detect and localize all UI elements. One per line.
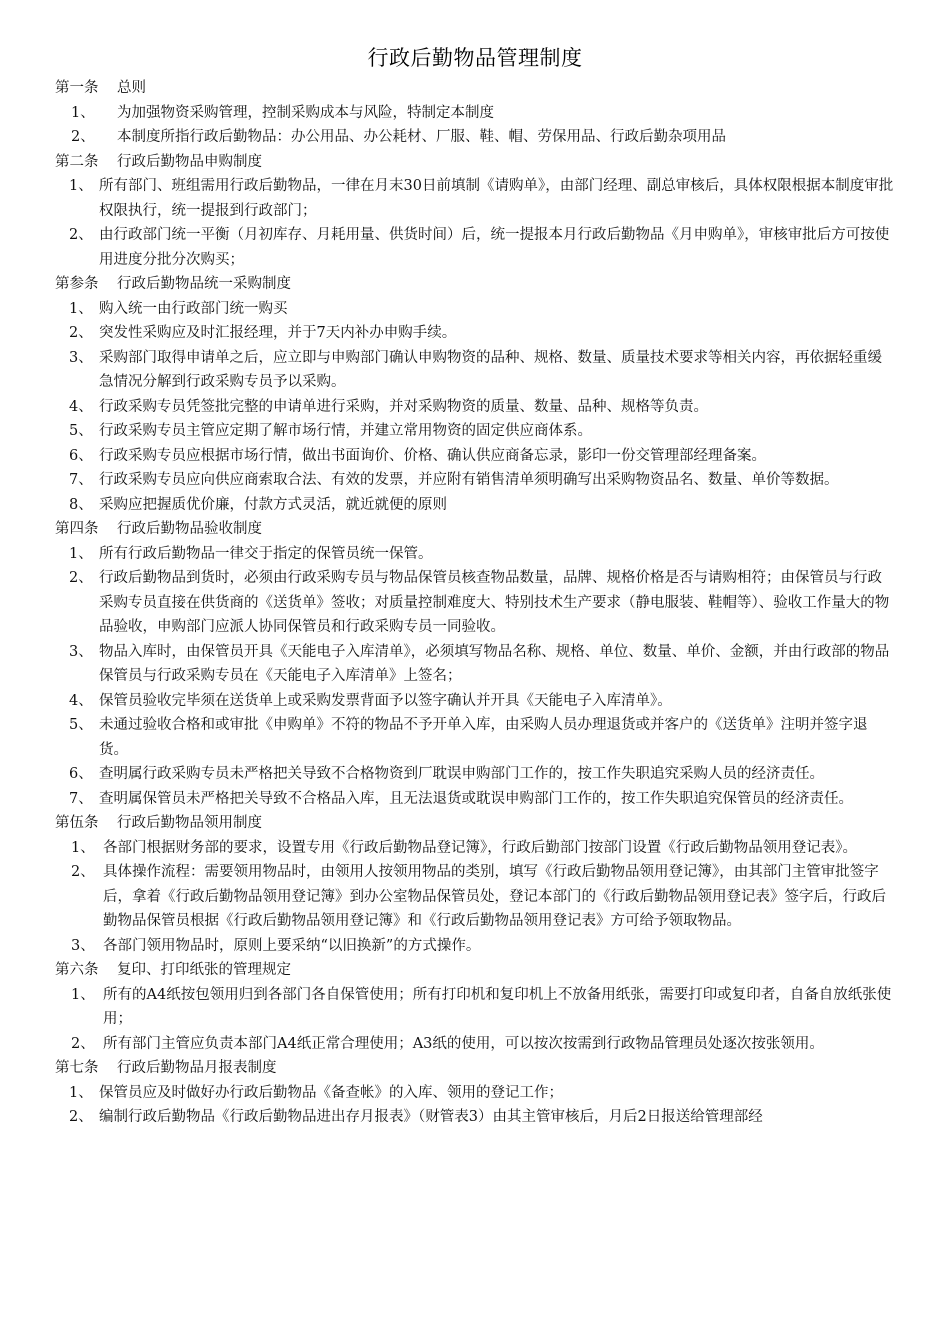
list-item-text: 本制度所指行政后勤物品：办公用品、办公耗材、厂服、鞋、帽、劳保用品、行政后勤杂项用品 bbox=[117, 129, 726, 145]
list-item-number: 4、 bbox=[69, 398, 93, 415]
list-item-text: 保管员应及时做好办行政后勤物品《备查帐》的入库、领用的登记工作； bbox=[99, 1084, 563, 1101]
list-item-text: 查明属保管员未严格把关导致不合格品入库，且无法退货或耽误申购部门工作的，按工作失职追究保管员的经济责任。 bbox=[99, 790, 853, 807]
list-item-text: 各部门根据财务部的要求，设置专用《行政后勤物品登记簿》，行政后勤部门按部门设置《行政后勤物品领用登记表》。 bbox=[103, 839, 857, 856]
list-item-number: 1、 bbox=[69, 300, 93, 317]
list-item-text: 行政后勤物品到货时，必须由行政采购专员与物品保管员核查物品数量，品牌、规格价格是否与请购相符；由保管员与行政采购专员直接在供货商的《送货单》签收；对质量控制难度大、特别技术生产要求（静电服装、鞋帽等）、验收工作量大的物品验收，申购部门应派人协同保管员和行政采购专员一同验收。 bbox=[99, 570, 890, 635]
list-item-number: 3、 bbox=[69, 349, 93, 366]
list-item-text: 采购部门取得申请单之后，应立即与申购部门确认申购物资的品种、规格、数量、质量技术要求等相关内容，再依据轻重缓急情况分解到行政采购专员予以采购。 bbox=[99, 349, 882, 390]
list-item-number: 7、 bbox=[69, 472, 93, 488]
list-item-text: 物品入库时，由保管员开具《天能电子入库清单》，必须填写物品名称、规格、单位、数量、单价、金额，并由行政部的物品保管员与行政采购专员在《天能电子入库清单》上签名； bbox=[99, 643, 890, 684]
section-heading bbox=[55, 76, 895, 101]
list-item-number: 3、 bbox=[69, 643, 93, 660]
list-item-number: 5、 bbox=[69, 717, 93, 733]
list-item-number: 4、 bbox=[69, 692, 93, 709]
list-item-text: 行政采购专员凭签批完整的申请单进行采购，并对采购物资的质量、数量、品种、规格等负责。 bbox=[99, 398, 708, 415]
list-item-number: 6、 bbox=[69, 447, 93, 464]
section-heading bbox=[55, 1056, 895, 1081]
section-heading bbox=[55, 811, 895, 836]
list-item bbox=[55, 787, 895, 812]
list-item-number: 3、 bbox=[71, 937, 95, 954]
list-item bbox=[55, 419, 895, 444]
list-item-text: 由行政部门统一平衡（月初库存、月耗用量、供货时间）后，统一提报本月行政后勤物品《月申购单》，审核审批后方可按使用进度分批分次购买； bbox=[99, 227, 890, 268]
section-heading bbox=[55, 517, 895, 542]
section-title: 复印、打印纸张的管理规定 bbox=[117, 962, 291, 978]
list-item bbox=[55, 1032, 895, 1057]
list-item-number: 1、 bbox=[71, 986, 95, 1003]
list-item bbox=[55, 395, 895, 420]
list-item-text: 未通过验收合格和或审批《申购单》不符的物品不予开单入库，由采购人员办理退货或并客户的《送货单》注明并签字退货。 bbox=[99, 717, 868, 758]
list-item-text: 编制行政后勤物品《行政后勤物品进出存月报表》（财管表3）由其主管审核后，月后2日报送给管理部经 bbox=[99, 1109, 763, 1125]
list-item-number: 2、 bbox=[69, 1109, 93, 1125]
list-item-text: 保管员验收完毕须在送货单上或采购发票背面予以签字确认并开具《天能电子入库清单》。 bbox=[99, 692, 672, 709]
list-item bbox=[55, 713, 895, 762]
list-item-text: 具体操作流程：需要领用物品时，由领用人按领用物品的类别，填写《行政后勤物品领用登记簿》，由其部门主管审批签字后，拿着《行政后勤物品领用登记簿》到办公室物品保管员处，登记本部门的《行政后勤物品领用登记表》签字后，行政后勤物品保管员根据《行政后勤物品领用登记簿》和《行政后勤物品领用登记表》方可给予领取物品。 bbox=[103, 864, 886, 929]
list-item-number: 8、 bbox=[69, 496, 93, 513]
section-title: 行政后勤物品统一采购制度 bbox=[117, 276, 291, 292]
list-item-number: 2、 bbox=[71, 1035, 95, 1052]
section-heading bbox=[55, 150, 895, 175]
list-item bbox=[55, 762, 895, 787]
document-title: 行政后勤物品管理制度 bbox=[367, 46, 583, 70]
list-item-text: 采购应把握质优价廉，付款方式灵活，就近就便的原则 bbox=[99, 496, 447, 513]
list-item bbox=[55, 223, 895, 272]
section-title: 行政后勤物品领用制度 bbox=[117, 815, 262, 831]
list-item-text: 查明属行政采购专员未严格把关导致不合格物资到厂耽误申购部门工作的，按工作失职追究采购人员的经济责任。 bbox=[99, 766, 824, 782]
list-item-text: 行政采购专员应根据市场行情，做出书面询价、价格、确认供应商备忘录，影印一份交管理部经理备案。 bbox=[99, 447, 766, 464]
list-item-number: 2、 bbox=[69, 325, 93, 341]
list-item bbox=[55, 346, 895, 395]
list-item-number: 2、 bbox=[69, 227, 93, 243]
list-item-number: 1、 bbox=[71, 104, 95, 121]
list-item-text: 各部门领用物品时，原则上要采纳“以旧换新”的方式操作。 bbox=[103, 937, 481, 954]
section-title: 总则 bbox=[117, 80, 146, 96]
section-number: 第二条 bbox=[55, 153, 99, 170]
section-title: 行政后勤物品验收制度 bbox=[117, 521, 262, 537]
list-item-number: 2、 bbox=[71, 864, 95, 880]
section-title: 行政后勤物品月报表制度 bbox=[117, 1060, 277, 1076]
list-item-text: 购入统一由行政部门统一购买 bbox=[99, 300, 288, 317]
list-item bbox=[55, 101, 895, 126]
list-item bbox=[55, 468, 895, 493]
list-item bbox=[55, 983, 895, 1032]
section-number: 第六条 bbox=[55, 962, 99, 978]
section-number: 第七条 bbox=[55, 1060, 99, 1076]
list-item-number: 2、 bbox=[69, 570, 93, 586]
list-item bbox=[55, 934, 895, 959]
list-item bbox=[55, 493, 895, 518]
list-item bbox=[55, 836, 895, 861]
section-heading bbox=[55, 958, 895, 983]
list-item bbox=[55, 444, 895, 469]
list-item bbox=[55, 689, 895, 714]
list-item-text: 所有行政后勤物品一律交于指定的保管员统一保管。 bbox=[99, 545, 433, 562]
list-item bbox=[55, 1081, 895, 1106]
list-item bbox=[55, 297, 895, 322]
list-item-text: 行政采购专员主管应定期了解市场行情，并建立常用物资的固定供应商体系。 bbox=[99, 423, 592, 439]
list-item-number: 2、 bbox=[71, 129, 95, 145]
list-item-number: 7、 bbox=[69, 790, 93, 807]
list-item-text: 为加强物资采购管理，控制采购成本与风险，特制定本制度 bbox=[117, 104, 494, 121]
section-number: 第一条 bbox=[55, 80, 99, 96]
section-heading bbox=[55, 272, 895, 297]
list-item-text: 突发性采购应及时汇报经理，并于7天内补办申购手续。 bbox=[99, 325, 457, 341]
list-item bbox=[55, 566, 895, 640]
list-item bbox=[55, 860, 895, 934]
list-item-number: 5、 bbox=[69, 423, 93, 439]
list-item bbox=[55, 174, 895, 223]
list-item-number: 1、 bbox=[69, 545, 93, 562]
section-number: 第参条 bbox=[55, 276, 99, 292]
list-item-text: 行政采购专员应向供应商索取合法、有效的发票，并应附有销售清单须明确写出采购物资品名、数量、单价等数据。 bbox=[99, 472, 839, 488]
list-item-text: 所有部门、班组需用行政后勤物品，一律在月末30日前填制《请购单》，由部门经理、副总审核后，具体权限根据本制度审批权限执行，统一提报到行政部门； bbox=[99, 178, 894, 219]
list-item-number: 1、 bbox=[71, 839, 95, 856]
list-item bbox=[55, 321, 895, 346]
document-body bbox=[55, 76, 895, 1130]
list-item-number: 1、 bbox=[69, 178, 93, 194]
list-item-text: 所有部门主管应负责本部门A4纸正常合理使用；A3纸的使用，可以按次按需到行政物品管理员处逐次按张领用。 bbox=[103, 1035, 824, 1052]
list-item-text: 所有的A4纸按包领用归到各部门各自保管使用；所有打印机和复印机上不放备用纸张，需要打印或复印者，自备自放纸张使用； bbox=[103, 986, 892, 1027]
list-item bbox=[55, 125, 895, 150]
list-item bbox=[55, 1105, 895, 1130]
list-item bbox=[55, 542, 895, 567]
list-item-number: 6、 bbox=[69, 766, 93, 782]
list-item bbox=[55, 640, 895, 689]
section-number: 第四条 bbox=[55, 521, 99, 537]
section-title: 行政后勤物品申购制度 bbox=[117, 153, 262, 170]
list-item-number: 1、 bbox=[69, 1084, 93, 1101]
section-number: 第伍条 bbox=[55, 815, 99, 831]
